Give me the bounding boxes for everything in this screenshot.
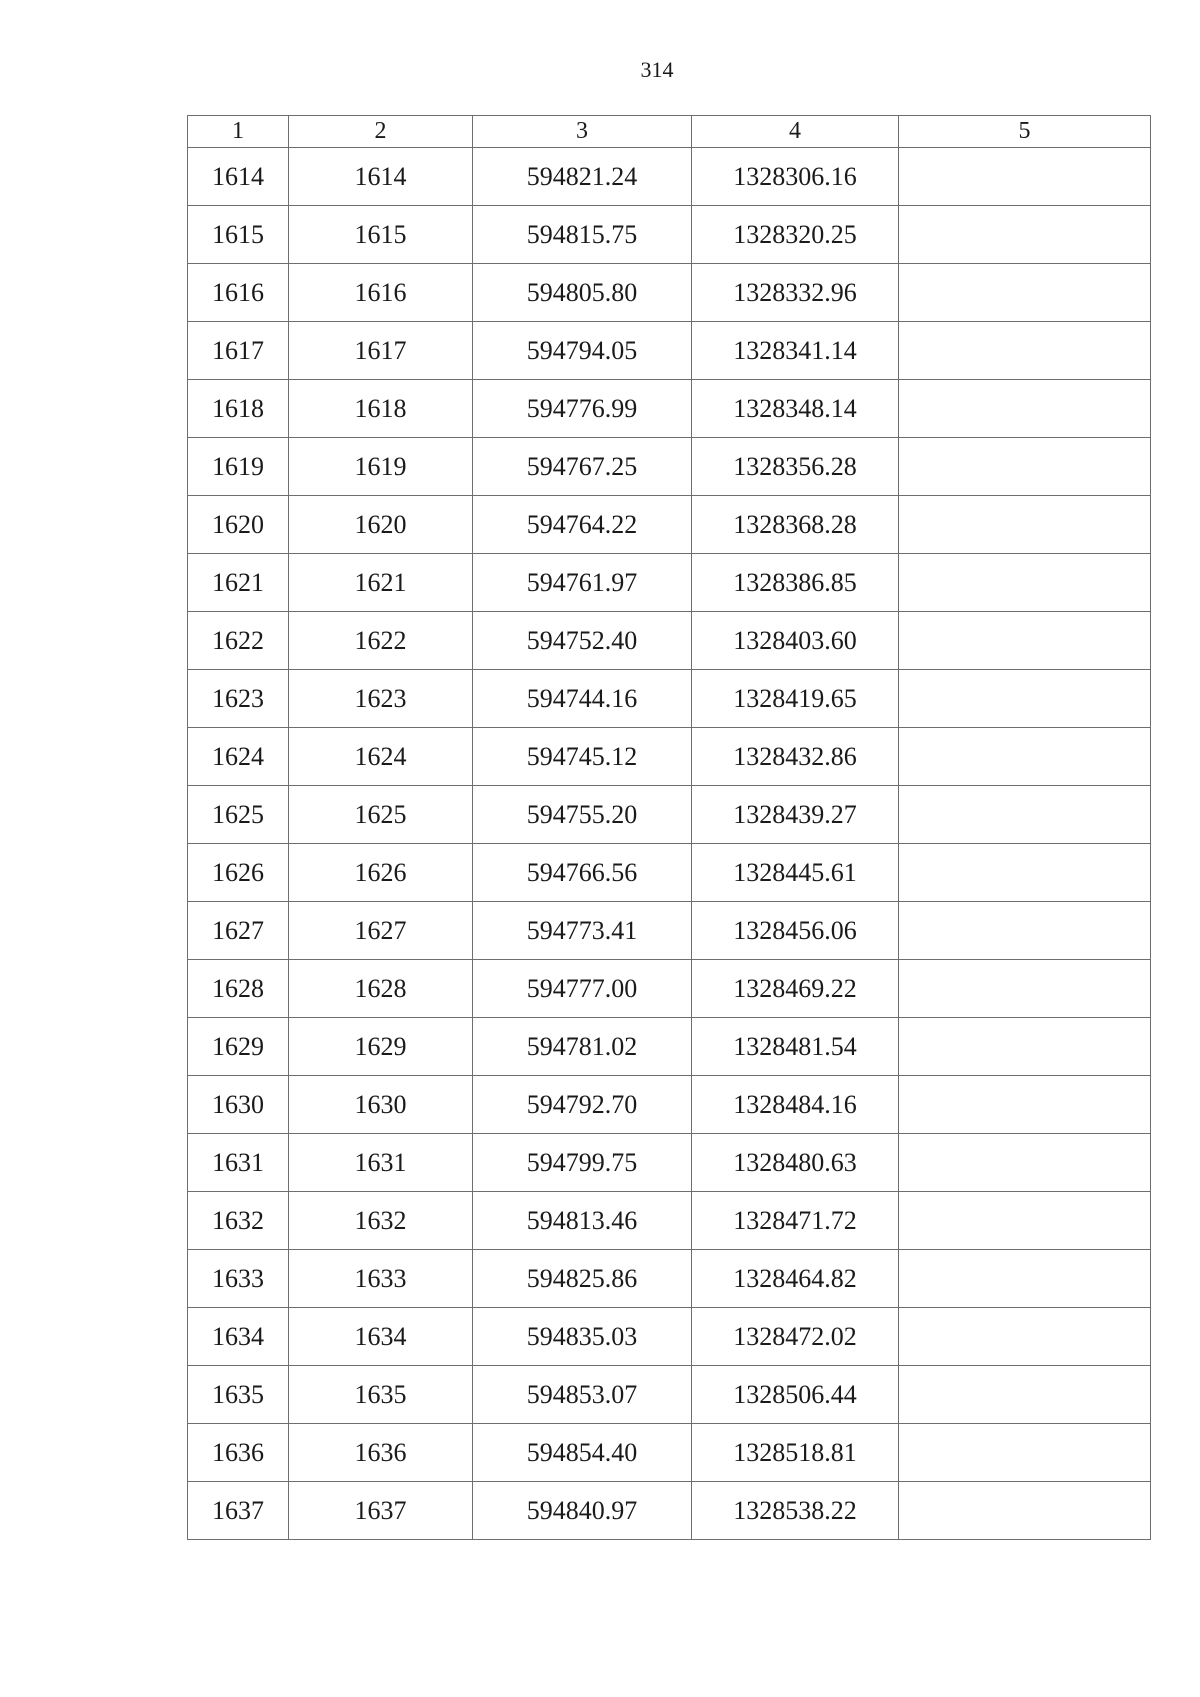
note-cell: [899, 264, 1151, 322]
point-number-cell: 1636: [188, 1424, 289, 1482]
y-coordinate-cell: 1328445.61: [692, 844, 899, 902]
point-id-cell: 1632: [289, 1192, 473, 1250]
table-row: [188, 496, 1151, 554]
point-number-cell: 1634: [188, 1308, 289, 1366]
x-coordinate-cell: 594794.05: [473, 322, 692, 380]
x-coordinate-cell: 594825.86: [473, 1250, 692, 1308]
y-coordinate-cell: 1328356.28: [692, 438, 899, 496]
table-row: [188, 1018, 1151, 1076]
y-coordinate-cell: 1328368.28: [692, 496, 899, 554]
column-header: 1: [188, 116, 289, 148]
table-row: [188, 1250, 1151, 1308]
point-id-cell: 1634: [289, 1308, 473, 1366]
point-number-cell: 1626: [188, 844, 289, 902]
x-coordinate-cell: 594792.70: [473, 1076, 692, 1134]
point-id-cell: 1614: [289, 148, 473, 206]
note-cell: [899, 960, 1151, 1018]
coordinates-table: [187, 115, 1151, 1540]
table-row: [188, 264, 1151, 322]
point-id-cell: 1615: [289, 206, 473, 264]
x-coordinate-cell: 594854.40: [473, 1424, 692, 1482]
y-coordinate-cell: 1328432.86: [692, 728, 899, 786]
x-coordinate-cell: 594755.20: [473, 786, 692, 844]
note-cell: [899, 1134, 1151, 1192]
point-number-cell: 1615: [188, 206, 289, 264]
table-row: [188, 322, 1151, 380]
note-cell: [899, 1250, 1151, 1308]
note-cell: [899, 1482, 1151, 1540]
point-id-cell: 1633: [289, 1250, 473, 1308]
x-coordinate-cell: 594752.40: [473, 612, 692, 670]
x-coordinate-cell: 594781.02: [473, 1018, 692, 1076]
point-id-cell: 1618: [289, 380, 473, 438]
note-cell: [899, 612, 1151, 670]
point-id-cell: 1631: [289, 1134, 473, 1192]
y-coordinate-cell: 1328469.22: [692, 960, 899, 1018]
x-coordinate-cell: 594840.97: [473, 1482, 692, 1540]
y-coordinate-cell: 1328518.81: [692, 1424, 899, 1482]
point-number-cell: 1622: [188, 612, 289, 670]
x-coordinate-cell: 594764.22: [473, 496, 692, 554]
point-id-cell: 1629: [289, 1018, 473, 1076]
point-id-cell: 1620: [289, 496, 473, 554]
table-row: [188, 438, 1151, 496]
page-number: 314: [640, 57, 674, 82]
point-id-cell: 1628: [289, 960, 473, 1018]
y-coordinate-cell: 1328506.44: [692, 1366, 899, 1424]
note-cell: [899, 1192, 1151, 1250]
x-coordinate-cell: 594853.07: [473, 1366, 692, 1424]
x-coordinate-cell: 594805.80: [473, 264, 692, 322]
table-row: [188, 380, 1151, 438]
note-cell: [899, 786, 1151, 844]
note-cell: [899, 380, 1151, 438]
point-id-cell: 1626: [289, 844, 473, 902]
point-number-cell: 1628: [188, 960, 289, 1018]
table-row: [188, 148, 1151, 206]
y-coordinate-cell: 1328484.16: [692, 1076, 899, 1134]
point-number-cell: 1632: [188, 1192, 289, 1250]
y-coordinate-cell: 1328306.16: [692, 148, 899, 206]
y-coordinate-cell: 1328403.60: [692, 612, 899, 670]
point-id-cell: 1623: [289, 670, 473, 728]
point-number-cell: 1624: [188, 728, 289, 786]
point-id-cell: 1621: [289, 554, 473, 612]
y-coordinate-cell: 1328464.82: [692, 1250, 899, 1308]
point-number-cell: 1625: [188, 786, 289, 844]
x-coordinate-cell: 594815.75: [473, 206, 692, 264]
x-coordinate-cell: 594777.00: [473, 960, 692, 1018]
point-id-cell: 1625: [289, 786, 473, 844]
y-coordinate-cell: 1328348.14: [692, 380, 899, 438]
point-id-cell: 1627: [289, 902, 473, 960]
point-id-cell: 1624: [289, 728, 473, 786]
column-header: 2: [289, 116, 473, 148]
point-number-cell: 1621: [188, 554, 289, 612]
y-coordinate-cell: 1328456.06: [692, 902, 899, 960]
point-number-cell: 1629: [188, 1018, 289, 1076]
point-id-cell: 1617: [289, 322, 473, 380]
y-coordinate-cell: 1328332.96: [692, 264, 899, 322]
y-coordinate-cell: 1328472.02: [692, 1308, 899, 1366]
header-row: [188, 116, 1151, 148]
point-number-cell: 1627: [188, 902, 289, 960]
y-coordinate-cell: 1328471.72: [692, 1192, 899, 1250]
table-row: [188, 1308, 1151, 1366]
table-row: [188, 670, 1151, 728]
note-cell: [899, 554, 1151, 612]
note-cell: [899, 1076, 1151, 1134]
table-row: [188, 728, 1151, 786]
x-coordinate-cell: 594773.41: [473, 902, 692, 960]
x-coordinate-cell: 594745.12: [473, 728, 692, 786]
point-number-cell: 1620: [188, 496, 289, 554]
table-row: [188, 612, 1151, 670]
point-number-cell: 1617: [188, 322, 289, 380]
y-coordinate-cell: 1328320.25: [692, 206, 899, 264]
table-body: [188, 148, 1151, 1540]
note-cell: [899, 1018, 1151, 1076]
table-row: [188, 1424, 1151, 1482]
point-id-cell: 1636: [289, 1424, 473, 1482]
point-number-cell: 1637: [188, 1482, 289, 1540]
y-coordinate-cell: 1328341.14: [692, 322, 899, 380]
point-number-cell: 1616: [188, 264, 289, 322]
note-cell: [899, 728, 1151, 786]
table-row: [188, 206, 1151, 264]
table-row: [188, 1076, 1151, 1134]
note-cell: [899, 438, 1151, 496]
x-coordinate-cell: 594767.25: [473, 438, 692, 496]
y-coordinate-cell: 1328481.54: [692, 1018, 899, 1076]
point-number-cell: 1635: [188, 1366, 289, 1424]
x-coordinate-cell: 594761.97: [473, 554, 692, 612]
note-cell: [899, 1366, 1151, 1424]
table-row: [188, 960, 1151, 1018]
note-cell: [899, 148, 1151, 206]
table-header: [188, 116, 1151, 148]
table-row: [188, 1134, 1151, 1192]
x-coordinate-cell: 594835.03: [473, 1308, 692, 1366]
point-id-cell: 1630: [289, 1076, 473, 1134]
y-coordinate-cell: 1328538.22: [692, 1482, 899, 1540]
note-cell: [899, 1424, 1151, 1482]
x-coordinate-cell: 594766.56: [473, 844, 692, 902]
y-coordinate-cell: 1328386.85: [692, 554, 899, 612]
note-cell: [899, 206, 1151, 264]
table-row: [188, 1192, 1151, 1250]
column-header: 5: [899, 116, 1151, 148]
note-cell: [899, 496, 1151, 554]
table-row: [188, 1366, 1151, 1424]
note-cell: [899, 902, 1151, 960]
x-coordinate-cell: 594744.16: [473, 670, 692, 728]
y-coordinate-cell: 1328419.65: [692, 670, 899, 728]
table-row: [188, 1482, 1151, 1540]
x-coordinate-cell: 594813.46: [473, 1192, 692, 1250]
note-cell: [899, 322, 1151, 380]
point-id-cell: 1622: [289, 612, 473, 670]
table-row: [188, 902, 1151, 960]
x-coordinate-cell: 594799.75: [473, 1134, 692, 1192]
y-coordinate-cell: 1328439.27: [692, 786, 899, 844]
x-coordinate-cell: 594776.99: [473, 380, 692, 438]
point-number-cell: 1633: [188, 1250, 289, 1308]
point-number-cell: 1619: [188, 438, 289, 496]
point-id-cell: 1619: [289, 438, 473, 496]
table-row: [188, 786, 1151, 844]
point-id-cell: 1616: [289, 264, 473, 322]
x-coordinate-cell: 594821.24: [473, 148, 692, 206]
point-id-cell: 1637: [289, 1482, 473, 1540]
point-number-cell: 1631: [188, 1134, 289, 1192]
point-number-cell: 1618: [188, 380, 289, 438]
note-cell: [899, 1308, 1151, 1366]
note-cell: [899, 844, 1151, 902]
table-row: [188, 554, 1151, 612]
column-header: 3: [473, 116, 692, 148]
column-header: 4: [692, 116, 899, 148]
point-id-cell: 1635: [289, 1366, 473, 1424]
y-coordinate-cell: 1328480.63: [692, 1134, 899, 1192]
table-row: [188, 844, 1151, 902]
point-number-cell: 1614: [188, 148, 289, 206]
point-number-cell: 1630: [188, 1076, 289, 1134]
point-number-cell: 1623: [188, 670, 289, 728]
note-cell: [899, 670, 1151, 728]
